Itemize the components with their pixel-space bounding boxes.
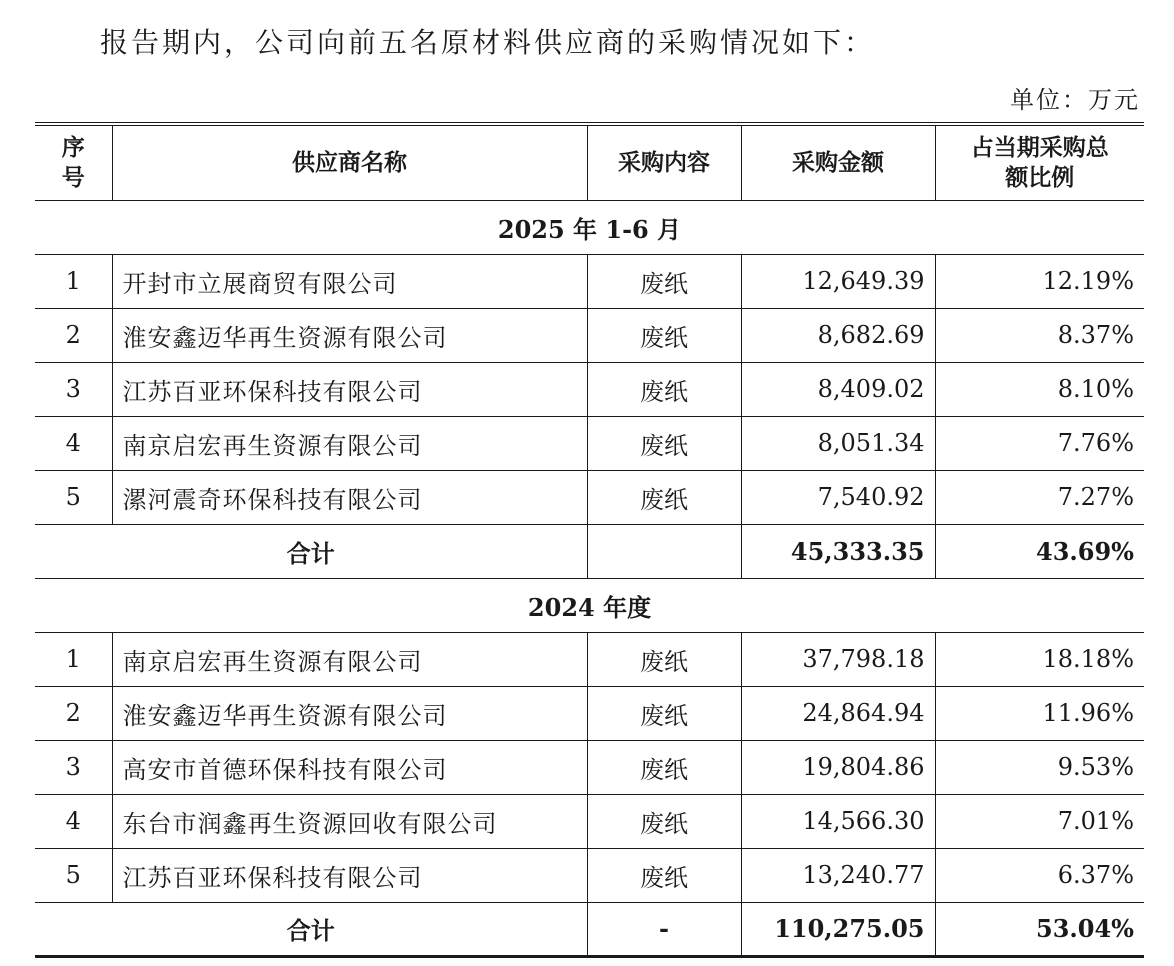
purchase-amount: 8,682.69	[741, 308, 935, 362]
total-ratio: 53.04%	[935, 902, 1144, 956]
period-label: 2025 年 1-6 月	[35, 200, 1144, 254]
purchase-item: 废纸	[587, 416, 741, 470]
purchase-item: 废纸	[587, 794, 741, 848]
supplier-name: 高安市首德环保科技有限公司	[112, 740, 587, 794]
row-no: 3	[35, 362, 112, 416]
header-supplier: 供应商名称	[112, 124, 587, 200]
row-no: 1	[35, 254, 112, 308]
supplier-name: 漯河震奇环保科技有限公司	[112, 470, 587, 524]
table-row	[35, 794, 1144, 848]
purchase-amount: 13,240.77	[741, 848, 935, 902]
total-amount: 45,333.35	[741, 524, 935, 578]
purchase-ratio: 11.96%	[935, 686, 1144, 740]
row-no: 4	[35, 794, 112, 848]
period-label: 2024 年度	[35, 578, 1144, 632]
purchase-ratio: 8.10%	[935, 362, 1144, 416]
header-row	[35, 124, 1144, 200]
total-amount: 110,275.05	[741, 902, 935, 956]
purchase-item: 废纸	[587, 686, 741, 740]
purchase-ratio: 8.37%	[935, 308, 1144, 362]
purchase-ratio: 7.27%	[935, 470, 1144, 524]
unit-label: 单位：万元	[1010, 86, 1140, 114]
supplier-table	[35, 122, 1144, 958]
row-no: 5	[35, 470, 112, 524]
table-row	[35, 848, 1144, 902]
total-row	[35, 902, 1144, 956]
total-row	[35, 524, 1144, 578]
total-item	[587, 524, 741, 578]
purchase-item: 废纸	[587, 362, 741, 416]
total-ratio: 43.69%	[935, 524, 1144, 578]
purchase-amount: 14,566.30	[741, 794, 935, 848]
period-row	[35, 578, 1144, 632]
table-row	[35, 632, 1144, 686]
table-row	[35, 686, 1144, 740]
row-no: 2	[35, 686, 112, 740]
purchase-amount: 12,649.39	[741, 254, 935, 308]
purchase-ratio: 18.18%	[935, 632, 1144, 686]
purchase-amount: 37,798.18	[741, 632, 935, 686]
header-ratio	[935, 124, 1144, 200]
purchase-item: 废纸	[587, 848, 741, 902]
supplier-name: 南京启宏再生资源有限公司	[112, 632, 587, 686]
table-row	[35, 740, 1144, 794]
row-no: 3	[35, 740, 112, 794]
row-no: 2	[35, 308, 112, 362]
purchase-ratio: 9.53%	[935, 740, 1144, 794]
header-amount: 采购金额	[741, 124, 935, 200]
table-row	[35, 254, 1144, 308]
purchase-item: 废纸	[587, 740, 741, 794]
header-ratio-line2: 额比例	[1005, 164, 1075, 191]
table-row	[35, 308, 1144, 362]
total-label: 合计	[35, 524, 587, 578]
purchase-ratio: 7.01%	[935, 794, 1144, 848]
purchase-amount: 8,409.02	[741, 362, 935, 416]
purchase-item: 废纸	[587, 632, 741, 686]
purchase-ratio: 7.76%	[935, 416, 1144, 470]
header-ratio-line1: 占当期采购总	[970, 134, 1109, 161]
purchase-amount: 24,864.94	[741, 686, 935, 740]
supplier-name: 开封市立展商贸有限公司	[112, 254, 587, 308]
purchase-item: 废纸	[587, 470, 741, 524]
supplier-name: 东台市润鑫再生资源回收有限公司	[112, 794, 587, 848]
table-body	[35, 200, 1144, 956]
header-item: 采购内容	[587, 124, 741, 200]
intro-text: 报告期内，公司向前五名原材料供应商的采购情况如下：	[100, 26, 876, 59]
supplier-name: 淮安鑫迈华再生资源有限公司	[112, 686, 587, 740]
purchase-item: 废纸	[587, 308, 741, 362]
table-row	[35, 470, 1144, 524]
row-no: 1	[35, 632, 112, 686]
table-row	[35, 416, 1144, 470]
purchase-amount: 19,804.86	[741, 740, 935, 794]
purchase-amount: 7,540.92	[741, 470, 935, 524]
supplier-name: 江苏百亚环保科技有限公司	[112, 848, 587, 902]
purchase-ratio: 12.19%	[935, 254, 1144, 308]
supplier-name: 江苏百亚环保科技有限公司	[112, 362, 587, 416]
header-no: 序号	[35, 124, 112, 200]
row-no: 4	[35, 416, 112, 470]
table-row	[35, 362, 1144, 416]
supplier-name: 淮安鑫迈华再生资源有限公司	[112, 308, 587, 362]
period-row	[35, 200, 1144, 254]
purchase-amount: 8,051.34	[741, 416, 935, 470]
purchase-item: 废纸	[587, 254, 741, 308]
supplier-name: 南京启宏再生资源有限公司	[112, 416, 587, 470]
purchase-ratio: 6.37%	[935, 848, 1144, 902]
total-item: -	[587, 902, 741, 956]
row-no: 5	[35, 848, 112, 902]
total-label: 合计	[35, 902, 587, 956]
